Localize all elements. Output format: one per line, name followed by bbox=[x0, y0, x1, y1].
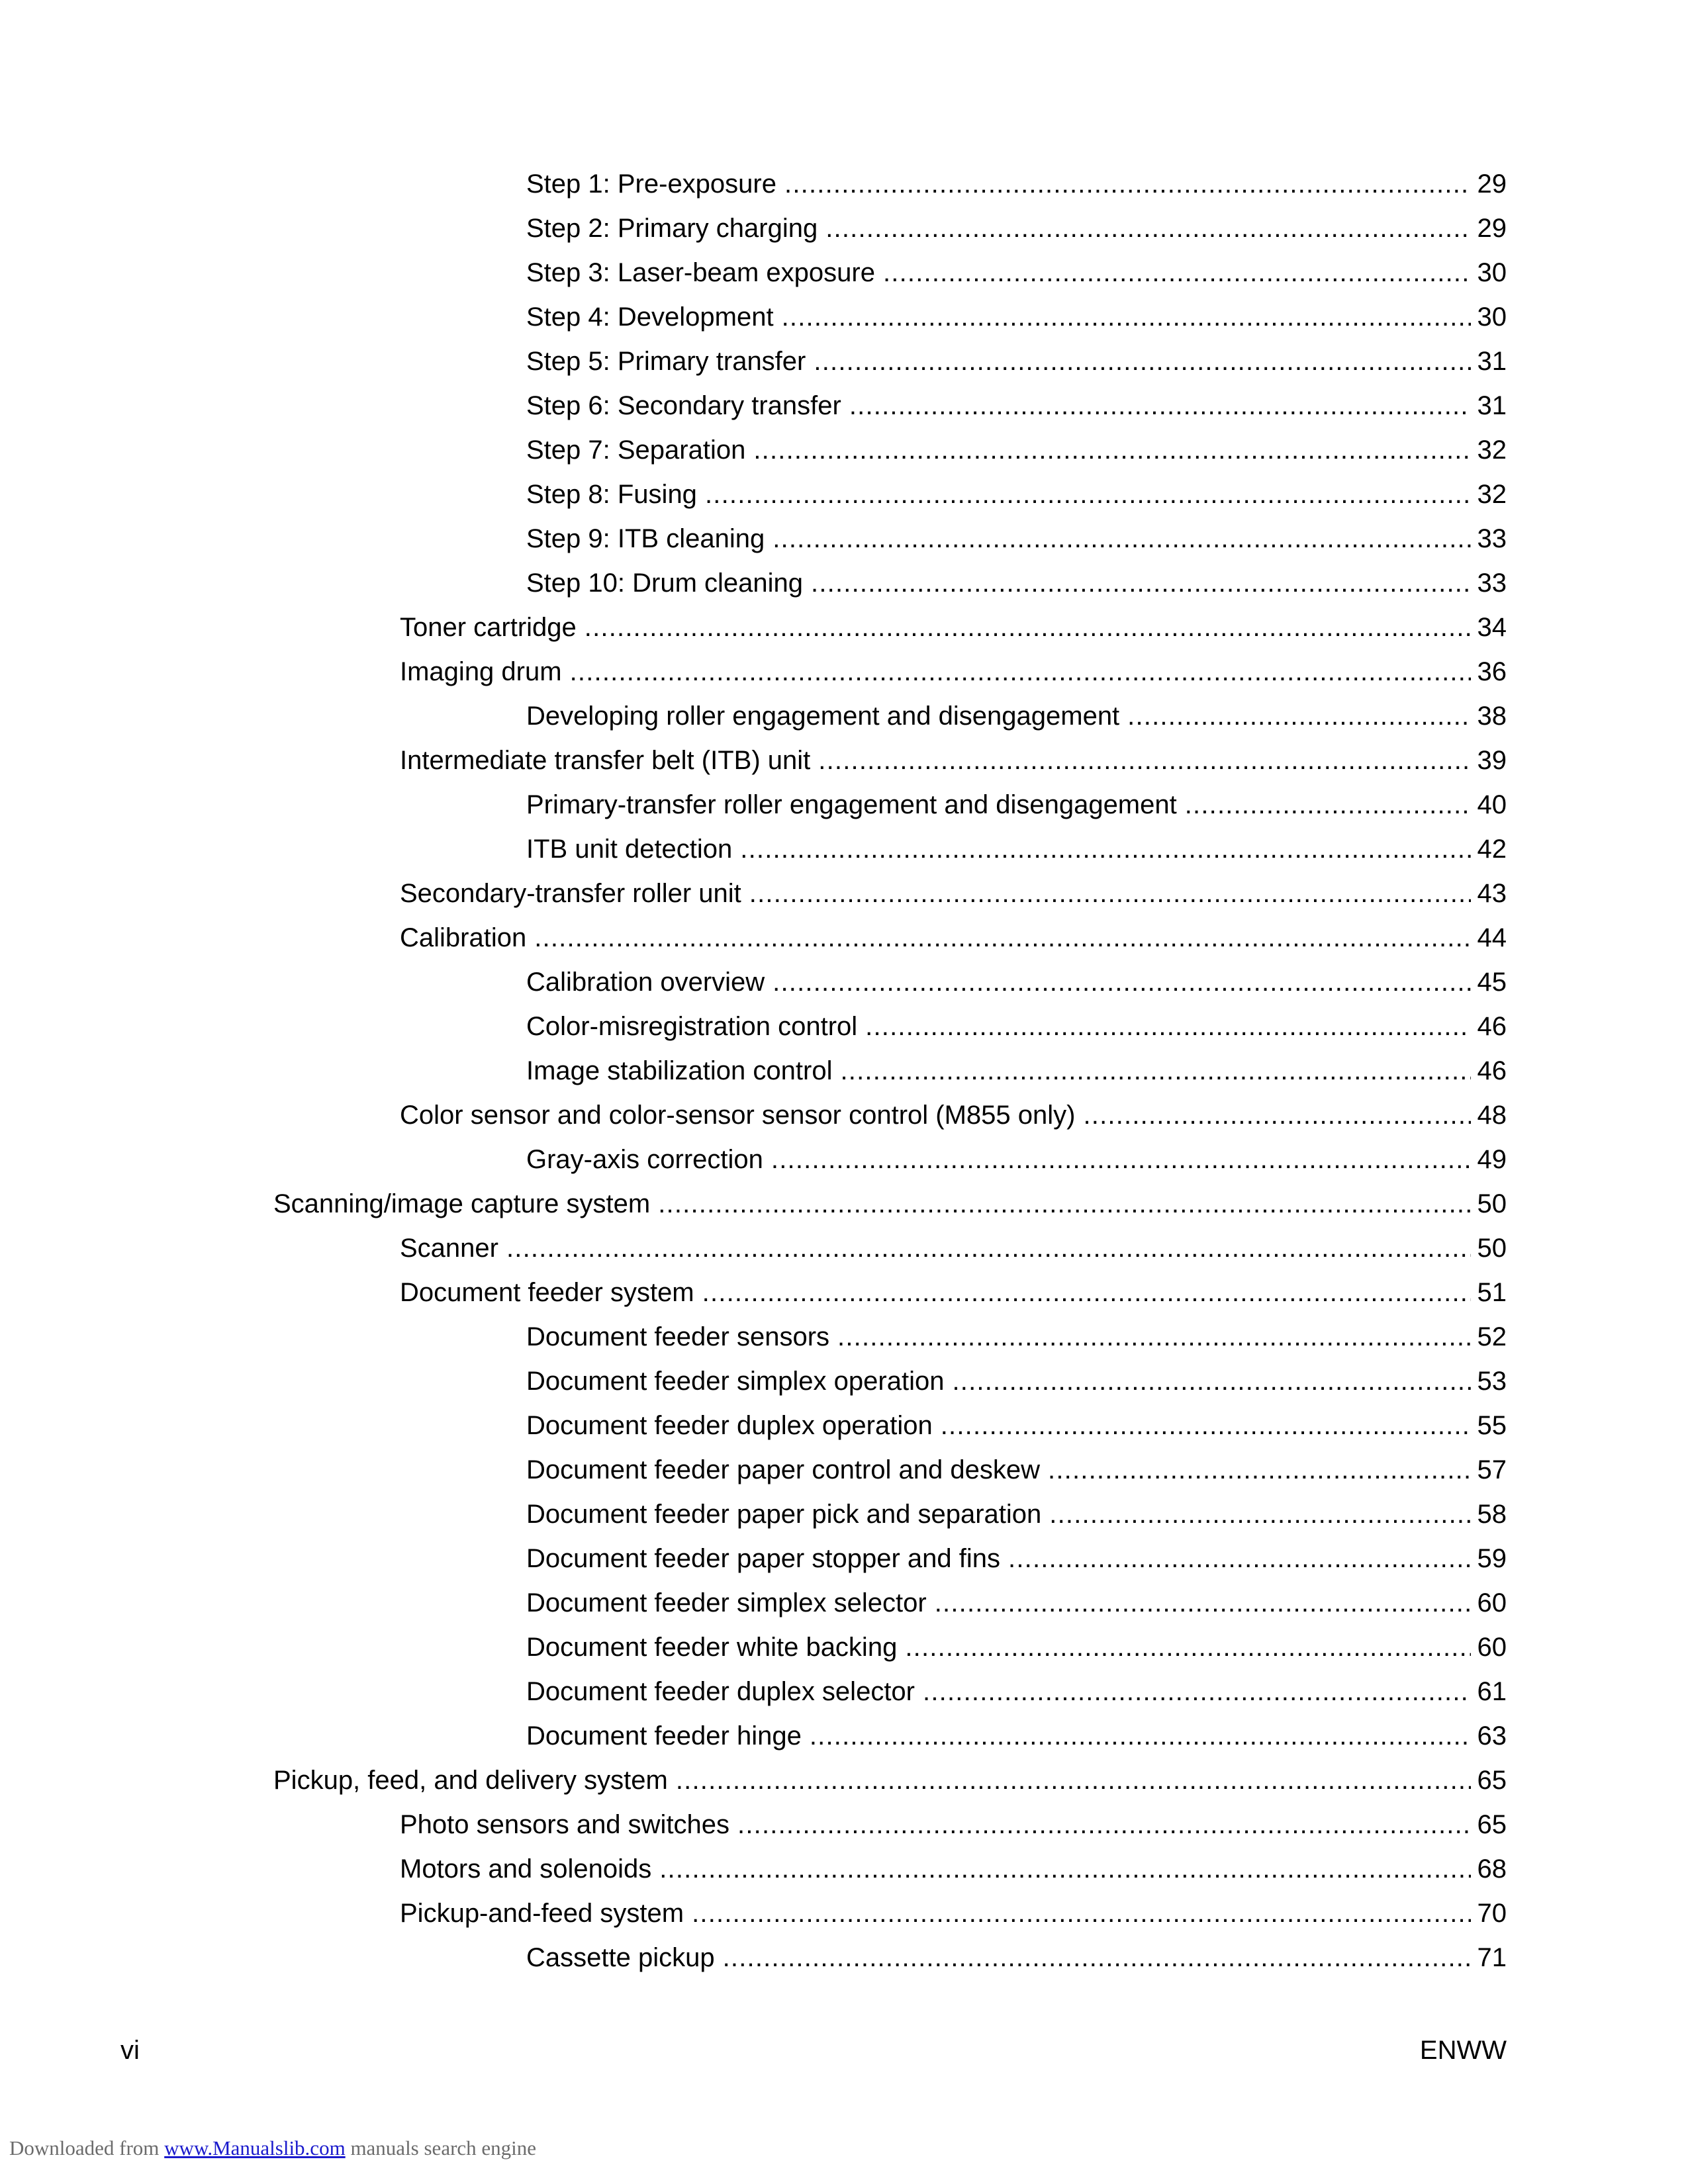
page-number: vi bbox=[120, 2036, 140, 2065]
toc-dot-leader bbox=[825, 206, 1470, 251]
toc-dot-leader bbox=[659, 1847, 1470, 1891]
toc-dot-leader bbox=[810, 1714, 1471, 1758]
toc-dot-leader bbox=[941, 1404, 1471, 1448]
toc-entry-title: Step 3: Laser-beam exposure bbox=[526, 258, 875, 287]
toc-entry-title: Image stabilization control bbox=[526, 1056, 833, 1085]
toc-entry-page: 36 bbox=[1477, 657, 1507, 686]
toc-entry-page: 52 bbox=[1477, 1322, 1507, 1351]
toc-entry-page: 46 bbox=[1477, 1056, 1507, 1085]
toc-entry-page: 34 bbox=[1477, 613, 1507, 642]
toc-dot-leader bbox=[814, 340, 1470, 384]
toc-entry[interactable] bbox=[0, 1625, 1688, 1670]
toc-entry[interactable] bbox=[0, 517, 1688, 561]
toc-dot-leader bbox=[952, 1359, 1470, 1404]
toc-entry-page: 58 bbox=[1477, 1500, 1507, 1529]
toc-entry[interactable] bbox=[0, 1271, 1688, 1315]
toc-dot-leader bbox=[923, 1670, 1471, 1714]
toc-entry-page: 70 bbox=[1477, 1899, 1507, 1928]
toc-dot-leader bbox=[658, 1182, 1470, 1226]
toc-dot-leader bbox=[883, 251, 1471, 295]
toc-entry-page: 38 bbox=[1477, 702, 1507, 731]
toc-entry-page: 30 bbox=[1477, 302, 1507, 332]
toc-entry[interactable] bbox=[0, 960, 1688, 1005]
toc-entry-page: 55 bbox=[1477, 1411, 1507, 1440]
toc-dot-leader bbox=[905, 1625, 1470, 1670]
toc-entry-title: Document feeder system bbox=[400, 1278, 694, 1307]
toc-entry-title: Intermediate transfer belt (ITB) unit bbox=[400, 746, 811, 775]
toc-entry-page: 40 bbox=[1477, 790, 1507, 819]
toc-entry-title: Document feeder duplex operation bbox=[526, 1411, 933, 1440]
toc-dot-leader bbox=[723, 1936, 1471, 1980]
toc-dot-leader bbox=[773, 517, 1470, 561]
toc-entry-title: Step 6: Secondary transfer bbox=[526, 391, 841, 420]
toc-entry[interactable] bbox=[0, 1448, 1688, 1492]
toc-entry-page: 33 bbox=[1477, 524, 1507, 553]
toc-dot-leader bbox=[753, 428, 1470, 473]
toc-entry-title: Secondary-transfer roller unit bbox=[400, 879, 741, 908]
toc-entry[interactable] bbox=[0, 428, 1688, 473]
toc-entry[interactable] bbox=[0, 1714, 1688, 1758]
toc-entry-title: Step 2: Primary charging bbox=[526, 214, 818, 243]
toc-entry-title: Step 9: ITB cleaning bbox=[526, 524, 765, 553]
toc-entry[interactable] bbox=[0, 1404, 1688, 1448]
download-notice bbox=[9, 2136, 536, 2160]
toc-entry[interactable] bbox=[0, 1847, 1688, 1891]
toc-entry-page: 65 bbox=[1477, 1766, 1507, 1795]
toc-entry-title: Step 10: Drum cleaning bbox=[526, 569, 804, 598]
toc-entry-title: Photo sensors and switches bbox=[400, 1810, 730, 1839]
toc-entry-title: Document feeder paper control and deskew bbox=[526, 1455, 1041, 1484]
toc-entry-page: 42 bbox=[1477, 835, 1507, 864]
toc-entry-title: Document feeder paper stopper and fins bbox=[526, 1544, 1000, 1573]
toc-entry-title: Toner cartridge bbox=[400, 613, 577, 642]
toc-entry-page: 51 bbox=[1477, 1278, 1507, 1307]
document-code: ENWW bbox=[1419, 2036, 1507, 2065]
toc-entry-page: 44 bbox=[1477, 923, 1507, 952]
toc-entry-page: 50 bbox=[1477, 1234, 1507, 1263]
toc-entry-title: Pickup, feed, and delivery system bbox=[273, 1766, 668, 1795]
toc-entry[interactable] bbox=[0, 739, 1688, 783]
toc-entry[interactable] bbox=[0, 872, 1688, 916]
toc-entry-title: Document feeder white backing bbox=[526, 1633, 898, 1662]
toc-entry[interactable] bbox=[0, 1315, 1688, 1359]
toc-dot-leader bbox=[849, 384, 1471, 428]
manualslib-link[interactable]: www.Manualslib.com bbox=[164, 2136, 346, 2160]
toc-entry-page: 57 bbox=[1477, 1455, 1507, 1484]
toc-entry[interactable] bbox=[0, 1537, 1688, 1581]
toc-entry-page: 32 bbox=[1477, 480, 1507, 509]
toc-entry[interactable] bbox=[0, 1138, 1688, 1182]
toc-dot-leader bbox=[811, 561, 1470, 606]
toc-entry-title: Step 7: Separation bbox=[526, 435, 746, 465]
toc-dot-leader bbox=[865, 1005, 1470, 1049]
toc-entry-title: Color-misregistration control bbox=[526, 1012, 858, 1041]
toc-entry-title: Document feeder simplex operation bbox=[526, 1367, 945, 1396]
toc-entry[interactable] bbox=[0, 1936, 1688, 1980]
toc-entry[interactable] bbox=[0, 384, 1688, 428]
toc-entry-page: 49 bbox=[1477, 1145, 1507, 1174]
toc-entry-page: 39 bbox=[1477, 746, 1507, 775]
toc-entry-page: 48 bbox=[1477, 1101, 1507, 1130]
toc-entry[interactable] bbox=[0, 206, 1688, 251]
toc-entry-page: 63 bbox=[1477, 1721, 1507, 1751]
toc-dot-leader bbox=[1127, 694, 1470, 739]
toc-entry-page: 30 bbox=[1477, 258, 1507, 287]
toc-dot-leader bbox=[702, 1271, 1471, 1315]
toc-entry-title: Step 8: Fusing bbox=[526, 480, 697, 509]
toc-dot-leader bbox=[1185, 783, 1471, 827]
toc-dot-leader bbox=[1008, 1537, 1471, 1581]
toc-dot-leader bbox=[773, 960, 1470, 1005]
toc-entry-title: ITB unit detection bbox=[526, 835, 733, 864]
toc-entry-title: Gray-axis correction bbox=[526, 1145, 763, 1174]
toc-dot-leader bbox=[740, 827, 1470, 872]
toc-dot-leader bbox=[818, 739, 1470, 783]
toc-entry-page: 31 bbox=[1477, 347, 1507, 376]
toc-entry-title: Step 4: Development bbox=[526, 302, 774, 332]
toc-entry[interactable] bbox=[0, 916, 1688, 960]
toc-entry-title: Scanner bbox=[400, 1234, 498, 1263]
toc-entry-title: Developing roller engagement and disengagement bbox=[526, 702, 1120, 731]
toc-entry-page: 65 bbox=[1477, 1810, 1507, 1839]
toc-entry[interactable] bbox=[0, 340, 1688, 384]
toc-entry-page: 60 bbox=[1477, 1633, 1507, 1662]
toc-entry[interactable] bbox=[0, 295, 1688, 340]
toc-entry[interactable] bbox=[0, 561, 1688, 606]
toc-entry[interactable] bbox=[0, 1182, 1688, 1226]
toc-entry-page: 43 bbox=[1477, 879, 1507, 908]
toc-dot-leader bbox=[585, 606, 1471, 650]
toc-dot-leader bbox=[771, 1138, 1471, 1182]
toc-entry-title: Cassette pickup bbox=[526, 1943, 715, 1972]
toc-entry-page: 71 bbox=[1477, 1943, 1507, 1972]
toc-entry-page: 53 bbox=[1477, 1367, 1507, 1396]
toc-entry-title: Document feeder simplex selector bbox=[526, 1588, 927, 1617]
toc-entry-page: 33 bbox=[1477, 569, 1507, 598]
toc-entry[interactable] bbox=[0, 827, 1688, 872]
toc-entry-title: Motors and solenoids bbox=[400, 1854, 652, 1884]
toc-entry-page: 59 bbox=[1477, 1544, 1507, 1573]
toc-entry[interactable] bbox=[0, 1891, 1688, 1936]
toc-entry-title: Pickup-and-feed system bbox=[400, 1899, 684, 1928]
toc-entry[interactable] bbox=[0, 1581, 1688, 1625]
toc-entry[interactable] bbox=[0, 473, 1688, 517]
toc-dot-leader bbox=[1083, 1093, 1470, 1138]
toc-entry-page: 29 bbox=[1477, 214, 1507, 243]
toc-entry-title: Scanning/image capture system bbox=[273, 1189, 651, 1218]
toc-dot-leader bbox=[692, 1891, 1470, 1936]
toc-dot-leader bbox=[506, 1226, 1471, 1271]
toc-dot-leader bbox=[749, 872, 1471, 916]
toc-entry[interactable] bbox=[0, 1359, 1688, 1404]
toc-entry[interactable] bbox=[0, 783, 1688, 827]
toc-entry-title: Document feeder duplex selector bbox=[526, 1677, 915, 1706]
toc-entry[interactable] bbox=[0, 251, 1688, 295]
toc-entry[interactable] bbox=[0, 1226, 1688, 1271]
toc-entry-page: 45 bbox=[1477, 968, 1507, 997]
toc-entry-title: Imaging drum bbox=[400, 657, 562, 686]
toc-entry-page: 61 bbox=[1477, 1677, 1507, 1706]
toc-dot-leader bbox=[1049, 1492, 1470, 1537]
toc-dot-leader bbox=[534, 916, 1470, 960]
toc-entry[interactable] bbox=[0, 1005, 1688, 1049]
toc-entry-title: Document feeder hinge bbox=[526, 1721, 802, 1751]
toc-entry-page: 60 bbox=[1477, 1588, 1507, 1617]
toc-entry-page: 46 bbox=[1477, 1012, 1507, 1041]
toc-entry-title: Calibration overview bbox=[526, 968, 765, 997]
toc-dot-leader bbox=[782, 295, 1471, 340]
toc-entry-page: 68 bbox=[1477, 1854, 1507, 1884]
toc-entry[interactable] bbox=[0, 694, 1688, 739]
toc-entry[interactable] bbox=[0, 1758, 1688, 1803]
toc-entry[interactable] bbox=[0, 162, 1688, 206]
toc-dot-leader bbox=[737, 1803, 1470, 1847]
toc-entry-title: Calibration bbox=[400, 923, 527, 952]
toc-entry-title: Color sensor and color-sensor sensor control (M855 only) bbox=[400, 1101, 1076, 1130]
toc-dot-leader bbox=[676, 1758, 1471, 1803]
toc-dot-leader bbox=[705, 473, 1471, 517]
toc-dot-leader bbox=[840, 1049, 1470, 1093]
toc-entry[interactable] bbox=[0, 1093, 1688, 1138]
toc-entry[interactable] bbox=[0, 1492, 1688, 1537]
table-of-contents bbox=[0, 162, 1688, 1980]
toc-entry-page: 50 bbox=[1477, 1189, 1507, 1218]
toc-entry-title: Document feeder sensors bbox=[526, 1322, 830, 1351]
toc-entry-title: Step 5: Primary transfer bbox=[526, 347, 806, 376]
toc-entry[interactable] bbox=[0, 1049, 1688, 1093]
toc-entry-title: Step 1: Pre-exposure bbox=[526, 169, 776, 199]
toc-entry[interactable] bbox=[0, 1803, 1688, 1847]
toc-dot-leader bbox=[1048, 1448, 1470, 1492]
toc-entry[interactable] bbox=[0, 650, 1688, 694]
toc-dot-leader bbox=[935, 1581, 1471, 1625]
toc-entry[interactable] bbox=[0, 606, 1688, 650]
toc-entry[interactable] bbox=[0, 1670, 1688, 1714]
download-notice-prefix: Downloaded from bbox=[9, 2136, 160, 2160]
toc-entry-page: 31 bbox=[1477, 391, 1507, 420]
download-notice-suffix: manuals search engine bbox=[350, 2136, 537, 2160]
toc-entry-title: Primary-transfer roller engagement and disengagement bbox=[526, 790, 1177, 819]
toc-entry-page: 32 bbox=[1477, 435, 1507, 465]
toc-dot-leader bbox=[570, 650, 1471, 694]
toc-entry-page: 29 bbox=[1477, 169, 1507, 199]
toc-dot-leader bbox=[784, 162, 1471, 206]
toc-dot-leader bbox=[837, 1315, 1470, 1359]
toc-entry-title: Document feeder paper pick and separation bbox=[526, 1500, 1042, 1529]
